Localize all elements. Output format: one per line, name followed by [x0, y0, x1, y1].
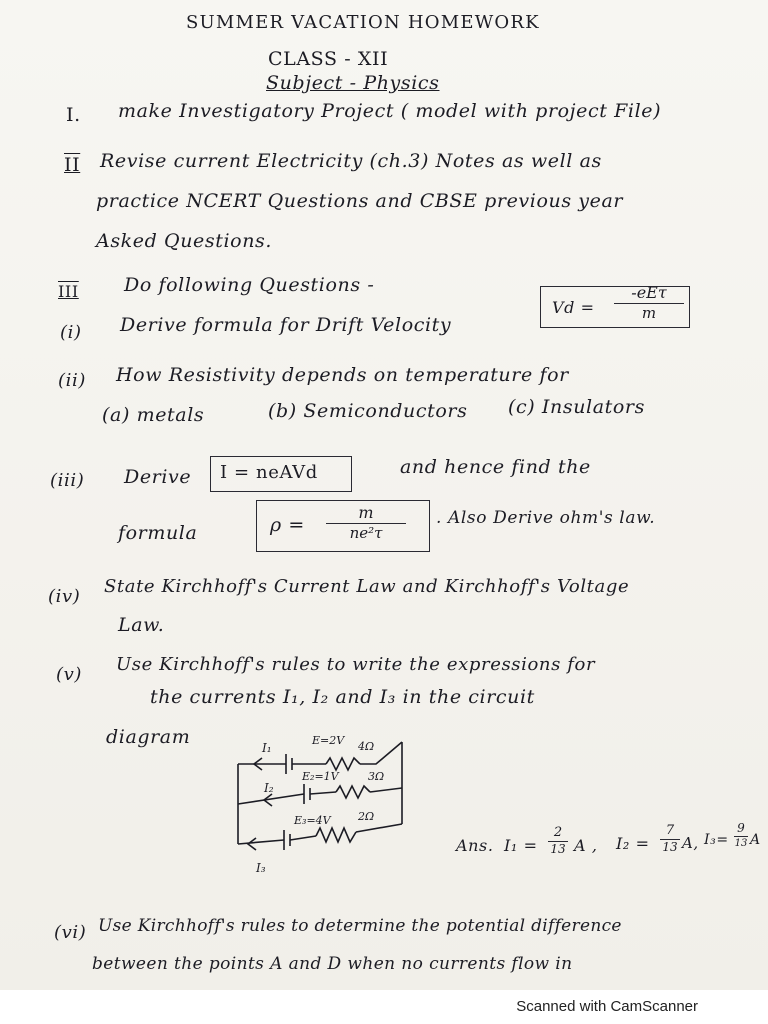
question-5-text-1: Use Kirchhoff's rules to write the expressions for [116, 654, 596, 675]
question-2-option-a: (a) metals [102, 404, 205, 426]
class-line: CLASS - XII [268, 48, 389, 70]
answer-i1-denominator: 13 [550, 842, 566, 856]
answer-i1-numerator: 2 [553, 825, 563, 840]
answer-i1-fraction [548, 826, 568, 856]
resistor-2 [336, 786, 370, 798]
page-title: SUMMER VACATION HOMEWORK [186, 12, 540, 33]
question-6-text-1: Use Kirchhoff's rules to determine the potential difference [98, 916, 622, 936]
resistor-2-label: 3Ω [368, 770, 385, 783]
question-5-number: (v) [56, 664, 83, 685]
question-3-formula-word: formula [118, 522, 198, 544]
answer-i3-denominator: 13 [734, 838, 748, 849]
resistor-3-label: 2Ω [358, 810, 375, 823]
branch-3-wire [290, 836, 316, 840]
drift-velocity-fraction [614, 284, 684, 322]
current-1-label: I₁ [262, 741, 272, 755]
branch-3-wire [356, 824, 402, 832]
resistivity-numerator: m [358, 503, 374, 522]
drift-velocity-numerator: -eEτ [631, 283, 667, 302]
question-6-text-2: between the points A and D when no currents flow in [92, 954, 573, 974]
item-ii-text-1: Revise current Electricity (ch.3) Notes as well as [100, 150, 602, 172]
current-2-label: I₂ [264, 781, 274, 795]
fraction-bar [734, 836, 748, 837]
resistivity-lhs: ρ = [270, 514, 305, 536]
question-1-text: Derive formula for Drift Velocity [120, 314, 452, 336]
current-formula: I = neAVd [220, 462, 318, 483]
question-5-text-2: the currents I₁, I₂ and I₃ in the circuit [150, 686, 535, 708]
answer-i3-fraction [734, 822, 748, 850]
current-arrow-3 [248, 838, 256, 850]
question-4-text-2: Law. [118, 614, 165, 636]
drift-velocity-lhs: Vd = [552, 298, 595, 317]
item-ii-number: II [64, 154, 81, 176]
emf-3-label: E₃=4V [294, 814, 331, 827]
question-3-ohms-law: . Also Derive ohm's law. [436, 508, 656, 528]
question-2-number: (ii) [58, 370, 86, 391]
question-3-number: (iii) [50, 470, 85, 491]
question-4-number: (iv) [48, 586, 81, 607]
resistivity-denominator: ne²τ [349, 524, 383, 542]
question-2-option-b: (b) Semiconductors [268, 400, 468, 422]
answer-i2-fraction [660, 824, 680, 854]
question-1-number: (i) [60, 322, 82, 343]
question-2-option-c: (c) Insulators [508, 396, 645, 418]
answer-i1-unit: A , [574, 836, 598, 855]
answer-i3-unit: A [750, 832, 761, 848]
resistor-3 [316, 828, 356, 842]
item-iii-text: Do following Questions - [124, 274, 375, 296]
resistor-1-label: 4Ω [358, 740, 375, 753]
circuit-diagram [226, 728, 446, 878]
question-2-text: How Resistivity depends on temperature for [116, 364, 569, 386]
item-i-text: make Investigatory Project ( model with project File) [118, 100, 662, 122]
item-ii-text-3: Asked Questions. [96, 230, 273, 252]
answer-i2-unit: A, [682, 834, 699, 852]
branch-2-wire [370, 788, 402, 792]
resistor-1 [326, 758, 360, 770]
question-4-text-1: State Kirchhoff's Current Law and Kirchhoff's Voltage [104, 576, 630, 597]
answer-i3-numerator: 9 [737, 821, 745, 835]
answer-i1-lhs: I₁ = [504, 836, 538, 855]
answer-label: Ans. [456, 836, 494, 855]
answer-i3-lhs: I₃= [704, 832, 729, 848]
item-iii-number: III [58, 282, 79, 301]
question-3-hence: and hence find the [400, 456, 591, 478]
emf-1-label: E=2V [312, 734, 345, 747]
item-ii-text-2: practice NCERT Questions and CBSE previous year [96, 190, 624, 212]
emf-2-label: E₂=1V [302, 770, 339, 783]
branch-2-wire [310, 792, 336, 794]
question-6-number: (vi) [54, 922, 87, 943]
answer-i2-lhs: I₂ = [616, 834, 650, 853]
current-3-label: I₃ [256, 861, 266, 875]
scanner-watermark: Scanned with CamScanner [516, 998, 698, 1015]
resistivity-fraction [326, 504, 406, 542]
question-5-text-3: diagram [106, 726, 191, 748]
scanner-watermark-bar [0, 990, 768, 1024]
question-3-derive: Derive [124, 466, 192, 488]
answer-i2-numerator: 7 [665, 823, 675, 838]
item-i-number: I. [66, 104, 81, 126]
subject-line: Subject - Physics [266, 72, 440, 94]
drift-velocity-denominator: m [641, 304, 657, 322]
answer-i2-denominator: 13 [662, 840, 678, 854]
branch-3-wire [238, 840, 284, 844]
